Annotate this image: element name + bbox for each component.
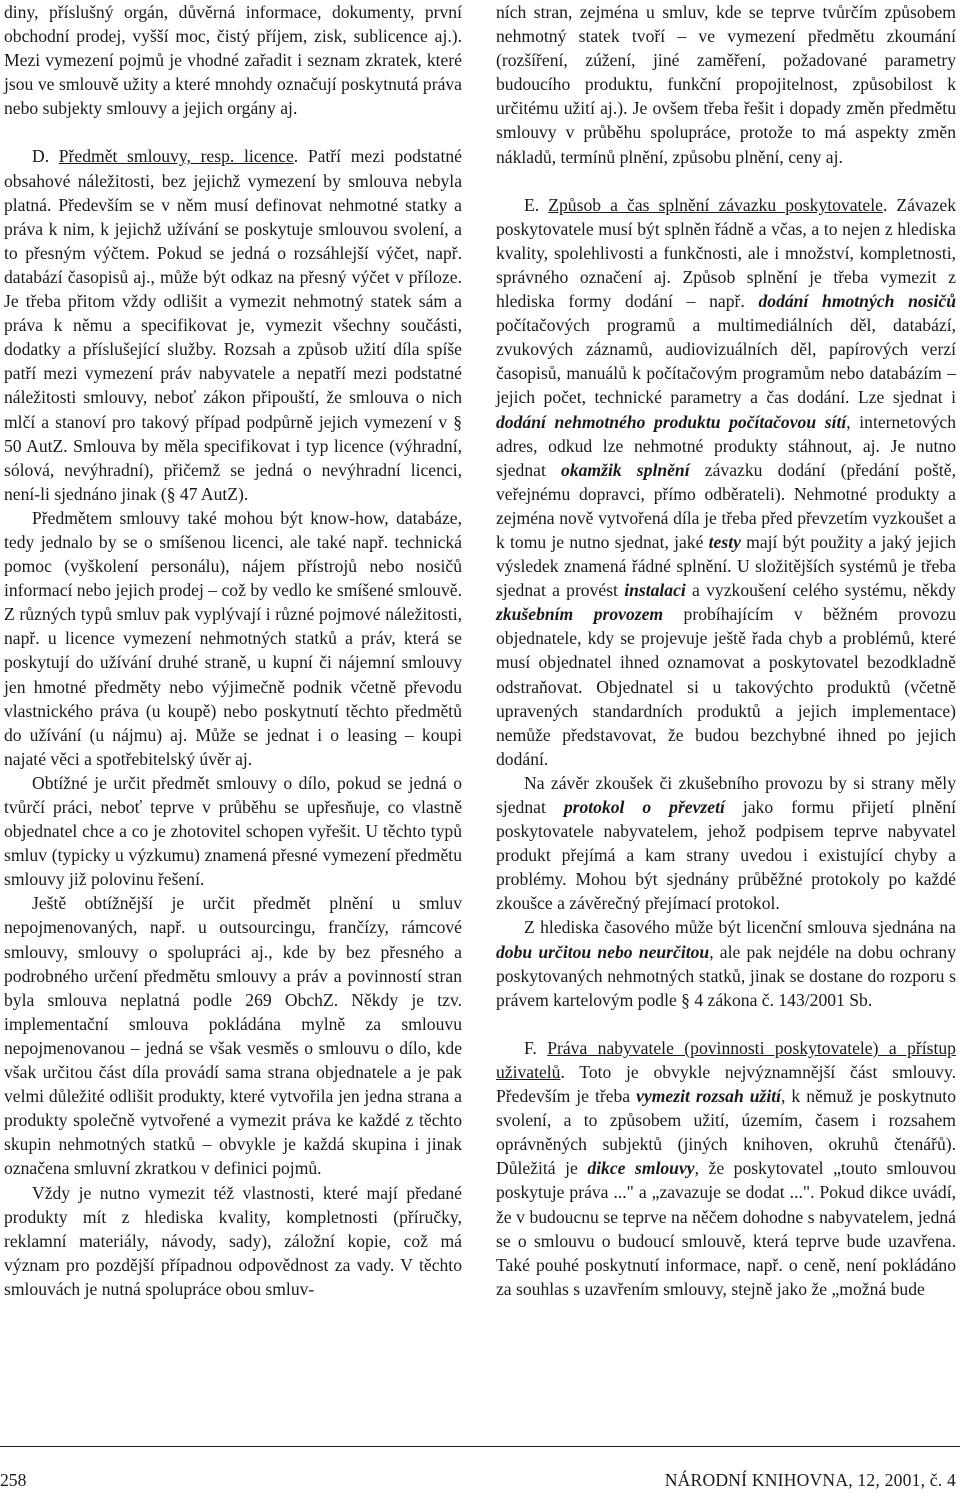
paragraph: Obtížné je určit předmět smlouvy o dílo, pokud se jedná o tvůrčí práci, neboť teprve v průběhu se upřesňuje, co vlastně objednatel chce a co je zhotovitel schopen vyřešit. U těchto typů smluv (typicky u výzkumu) znamená přesné vymezení předmětu smlouvy již polovinu řešení. (4, 772, 462, 890)
section-e (496, 193, 956, 771)
emphasis: protokol o převzetí (563, 797, 725, 817)
text-run: Z hlediska časového může být licenční smlouva sjednána na (524, 917, 956, 938)
text-run: mají být použity a jaký jejich výsledek znamená řádné splnění. U složitějších systémů je třeba sjednat a provést (496, 531, 956, 601)
text-run: a vyzkoušení celého systému, někdy (685, 580, 956, 601)
section-d-text: . Patří mezi podstatné obsahové náležitosti, bez jejichž vymezení by smlouva nebyla platná. Především se v něm musí definovat nehmotné statky a práva k nim, k jejichž užívání se poskytuje smlouvou svolení, a to přesným výčtem. Pokud se jedná o rozsáhlejší výčet, např. databází časopisů aj., může být odkaz na přesný výčet v příloze. Je třeba přitom vždy odlišit a vymezit nehmotný statek sám a práva k němu a specifikovat je, vymezit všechny součásti, dodatky a příslušející služby. Rozsah a způsob užití díla spíše patří mezi vymezení práv nabyvatele a nepatří mezi podstatné náležitosti smlouvy, neboť zákon připouští, že smlouva o nich mlčí a stanoví pro takový případ podpůrně jejich vymezení v § 50 AutZ. Smlouva by měla specifikovat i typ licence (výhradní, sólová, nevýhradní), přičemž se jedná o nevýhradní licenci, není-li sjednáno jinak (§ 47 AutZ). (4, 146, 462, 504)
section-d-prefix: D. (32, 146, 59, 167)
section-e-heading: Způsob a čas splnění závazku poskytovatele (548, 194, 883, 215)
emphasis: vymezit rozsah užití (636, 1086, 782, 1107)
emphasis: testy (708, 531, 741, 552)
text-run: závazku dodání (předání poště, veřejnému dopravci, přímo odběrateli). Nehmotné produkty a zejména nově vytvořená díla je třeba před převzetím vyzkoušet a k tomu je nutno sjednat, jaké (496, 459, 956, 552)
text-run: , ale pak nejdéle na dobu ochrany poskytovaných nehmotných statků, jinak se dostane do rozporu s právem kartelovým podle § 4 zákona č. 143/2001 Sb. (496, 941, 957, 1010)
footer-divider (0, 1446, 960, 1447)
paragraph: Ještě obtížnější je určit předmět plnění u smluv nepojmenovaných, např. u outsourcingu, frančízy, rámcové smlouvy, smlouvy o spolupráci aj., kde by bez přesného a podrobného určení předmětu smlouvy a práv a povinností stran byla smlouva neplatná podle 269 ObchZ. Někdy je tzv. implementační smlouva pokládána mylně za smlouvu nepojmenovanou – jedná se však vesměs o smlouvu o dílo, kde však určitou část díla provádí sama strana objednatele a je pak velmi důležité odlišit produkty, které vytvořila jen jedna strana a produkty společně vytvořené a vymezit práva ke každé z těchto skupin nehmotných statků – obvykle je každá skupina i jinak označena smluvní zkratkou v definici pojmů. (4, 893, 462, 1179)
text-run: probíhajícím v běžném provozu objednatele, kdy se projevuje ještě řada chyb a problémů, které musí objednatel ihned oznamovat a poskytovatel bezodkladně odstraňovat. Objednatel si u takovýchto produktů (včetně upravených standardních produktů a jejich implementace) nemůže představovat, že budou bezchybné ihned po jejich dodání. (496, 604, 956, 769)
text-run: Na závěr zkoušek či zkušebního provozu by si strany měly sjednat (496, 772, 956, 817)
right-column (496, 0, 956, 1301)
paragraph: Předmětem smlouvy také mohou být know-how, databáze, tedy jednalo by se o smíšenou licenci, ale také např. technická pomoc (vyškolení personálu), nájem přístrojů nebo nosičů informací nebo jejich prodej – což by vedlo ke smíšené smlouvě. Z různých typů smluv pak vyplývají i různé pojmové náležitosti, např. u licence vymezení nehmotných statků a práv, která se poskytují do užívání druhé straně, u kupní či nájemní smlouvy jen hmotné předměty nebo výjimečně podnik včetně převodu vlastnického práva (u koupě) nebo poskytnutí těchto předmětů do užívání (u nájmu) aj. Může se jednat i o leasing – koupi najaté věci a spotřebitelský úvěr aj. (4, 507, 462, 769)
section-d-heading: Předmět smlouvy, resp. licence (58, 146, 294, 167)
text-run: , že poskytovatel „touto smlouvou poskytuje práva ..." a „zavazuje se dodat ...". Pokud dikce uvádí, že v budoucnu se teprve na něčem dohodne s nabyvatelem, jedná se o smlouvu o budoucí smlouvě, která teprve bude uzavřena. Také pouhé poskytnutí informace, např. o ceně, není pokládáno za souhlas s uzavřením smlouvy, stejně jako že „možná bude (496, 1158, 956, 1299)
paragraph: Vždy je nutno vymezit též vlastnosti, které mají předané produkty mít z hlediska kvality, kompletnosti (příručky, reklamní materiály, návody, sady), záložní kopie, což má význam pro pozdější případnou odpovědnost za vady. V těchto smlouvách je nutná spolupráce obou smluv- (4, 1182, 462, 1299)
emphasis: instalaci (624, 580, 686, 601)
journal-footer: NÁRODNÍ KNIHOVNA, 12, 2001, č. 4 (664, 1470, 956, 1490)
left-column (4, 0, 462, 1301)
text-run: . Toto je obvykle nejvýznamnější část smlouvy. Především je třeba (496, 1061, 956, 1107)
page-number: 258 (0, 1470, 27, 1490)
section-f-heading: Práva nabyvatele (povinnosti poskytovatele) a přístup uživatelů (496, 1037, 956, 1082)
text-run: , k němuž je poskytnuto svolení, a to způsobem užití, územím, časem i rozsahem oprávněných subjektů (jiných knihoven, okruhů čtenářů). Důležitá je (496, 1086, 956, 1179)
emphasis: dobu určitou nebo neurčitou (496, 941, 710, 962)
emphasis: zkušebním provozem (496, 604, 664, 625)
text-run: , internetových adres, odkud lze nehmotné produkty stáhnout, aj. Je nutno sjednat (496, 411, 957, 480)
paragraph (496, 915, 956, 1011)
section-e-prefix: E. (524, 194, 549, 215)
paragraph: diny, příslušný orgán, důvěrná informace, dokumenty, první obchodní prodej, vyšší moc, čistý příjem, zisk, sublicence aj.). Mezi vymezení pojmů je vhodné zařadit i seznam zkratek, které jsou ve smlouvě užity a které mnohdy označují poskytnutá práva nebo subjekty smlouvy a jejich orgány aj. (4, 2, 462, 119)
text-run: . Závazek poskytovatele musí být splněn řádně a včas, a to nejen z hlediska kvality, spolehlivosti a funkčnosti, ale i množství, kompletnosti, správného označení aj. Způsob splnění je třeba vymezit z hlediska formy dodání – např. (496, 194, 957, 312)
text-run: počítačových programů a multimediálních děl, databází, zvukových záznamů, audiovizuálních děl, papírových verzí časopisů, manuálů k počítačovým programům nebo databázím – jejich počet, technické parametry a čas dodání. Lze sjednat i (496, 315, 956, 408)
section-f-prefix: F. (524, 1037, 548, 1058)
section-d (4, 144, 462, 505)
text-run: jako formu přijetí plnění poskytovatele nabyvatelem, jehož podpisem teprve nabyvatel produkt přejímá a kam strany uvedou i existující chyby a problémy. Mohou být sjednány průběžné protokoly po každé zkoušce a závěrečný přejímací protokol. (496, 797, 957, 914)
emphasis: okamžik splnění (561, 459, 690, 480)
emphasis: dodání hmotných nosičů (758, 291, 956, 312)
paragraph (496, 771, 956, 916)
paragraph: ních stran, zejména u smluv, kde se teprve tvůrčím způsobem nehmotný statek tvoří – ve vymezení předmětu zkoumání (rozšíření, zúžení, jiné zaměření, požadované parametry budoucího produktu, funkční propojitelnost, způsobilost k určitému užití aj.). Je ovšem třeba řešit i dopady změn předmětu smlouvy v průběhu spolupráce, protože to má aspekty změn nákladů, termínů plnění, způsobu plnění, ceny aj. (496, 2, 956, 167)
emphasis: dikce smlouvy (587, 1158, 695, 1179)
section-f (496, 1036, 956, 1301)
emphasis: dodání nehmotného produktu počítačovou sítí (496, 411, 847, 432)
